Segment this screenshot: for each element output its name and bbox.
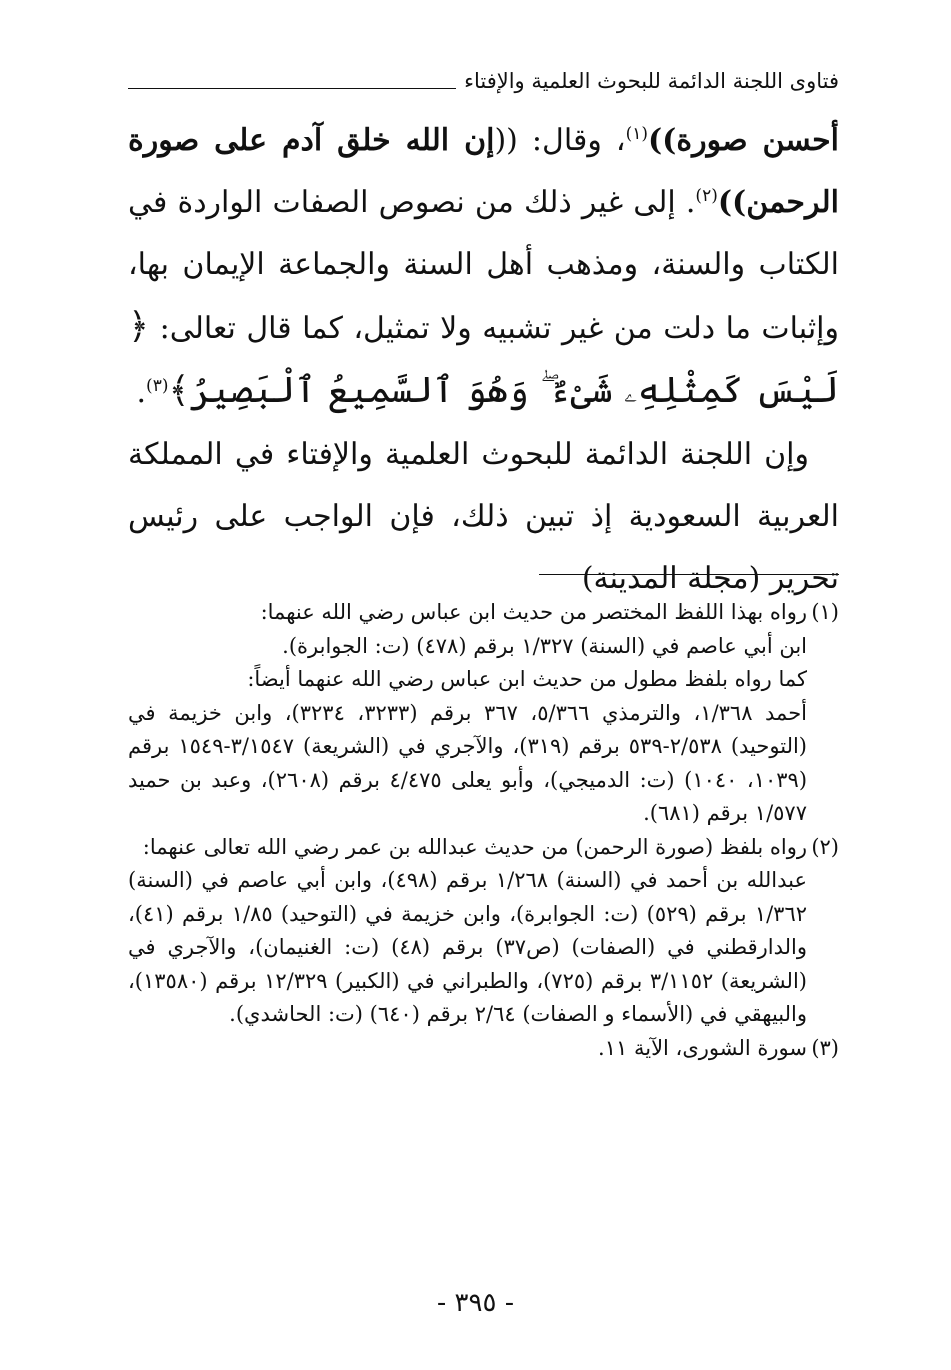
- bold-hadith-quote: إن الله خلق آدم على صورة الرحمن)): [128, 123, 839, 220]
- footnote-ref-2[interactable]: (٢): [695, 186, 718, 206]
- body-text: [128, 110, 839, 610]
- footnote-3: [128, 1032, 839, 1066]
- page-number: - ٣٩٥ -: [436, 1288, 515, 1318]
- footnote-marker-3: (٣): [811, 1035, 839, 1060]
- footnote-1-line-1: ابن أبي عاصم في (السنة) ١/٣٢٧ برقم (٤٧٨) (ت: الجوابرة).: [282, 633, 807, 658]
- footnote-marker-1: (١): [811, 600, 839, 624]
- text-mid-1: ، وقال: ((: [494, 123, 626, 158]
- footnote-3-text: سورة الشورى، الآية ١١.: [598, 1035, 807, 1060]
- quran-verse: ﴿ لَيْسَ كَمِثْلِهِۦ شَىْءٌ ۖ وَهُوَ ٱلسَّمِيعُ ٱلْبَصِيرُ﴾: [128, 306, 839, 411]
- footnote-ref-1[interactable]: (١): [625, 124, 648, 144]
- footnote-2: [128, 831, 839, 1032]
- footnote-1-line-2: كما رواه بلفظ مطول من حديث ابن عباس رضي الله عنهما أيضاً:: [247, 667, 807, 691]
- footnote-marker-2: (٢): [811, 834, 839, 859]
- header-rule: [128, 88, 456, 89]
- text-rest: . إلى غير ذلك من نصوص الصفات الواردة في الكتاب والسنة، ومذهب أهل السنة والجماعة الإيمان بها، وإثبات ما دلت من غير تشبيه ولا تمثيل، كما قال تعالى:: [128, 185, 839, 346]
- text-end: .: [136, 375, 147, 410]
- footnote-1-intro: رواه بهذا اللفظ المختصر من حديث ابن عباس رضي الله عنهما:: [260, 600, 807, 624]
- running-header: [128, 58, 839, 98]
- bold-phrase-1: أحسن صورة)): [647, 123, 839, 158]
- footnote-2-line-1: عبدالله بن أحمد في (السنة) ١/٢٦٨ برقم (٤٩٨)، وابن أبي عاصم في (السنة) ١/٣٦٢ برقم (٥٢٩) (ت: الجوابرة)، وابن خزيمة في (التوحيد) ١/٨٥ برقم (٤١)، والدارقطني في (الصفات) (ص٣٧) برقم (٤٨) (ت: الغنيمان)، والآجري في (الشريعة) ٣/١١٥٢ برقم (٧٢٥)، والطبراني في (الكبير) ١٢/٣٢٩ برقم (١٣٥٨٠)، والبيهقي في (الأسماء و الصفات) ٢/٦٤ برقم (٦٤٠) (ت: الحاشدي).: [128, 868, 808, 1026]
- footnote-separator: [539, 574, 839, 575]
- header-title: فتاوى اللجنة الدائمة للبحوث العلمية والإفتاء: [464, 69, 839, 93]
- footnote-2-intro: رواه بلفظ (صورة الرحمن) من حديث عبدالله بن عمر رضي الله تعالى عنهما:: [142, 834, 807, 859]
- footnotes: [128, 596, 839, 1065]
- paragraph-1: [128, 110, 839, 424]
- footnote-ref-3[interactable]: (٣): [146, 376, 169, 396]
- paragraph-2: وإن اللجنة الدائمة للبحوث العلمية والإفتاء في المملكة العربية السعودية إذ تبين ذلك، فإن الواجب على رئيس تحرير (مجلة المدينة): [128, 437, 839, 596]
- footnote-1: [128, 596, 839, 831]
- footnote-1-line-3: أحمد ١/٣٦٨، والترمذي ٥/٣٦٦، ٣٦٧ برقم (٣٢٣٣، ٣٢٣٤)، وابن خزيمة في (التوحيد) ٢/٥٣٨-٥٣٩ برقم (٣١٩)، والآجري في (الشريعة) ٣/١٥٤٧-١٥٤٩ برقم (١٠٣٩، ١٠٤٠) (ت: الدميجي)، وأبو يعلى ٤/٤٧٥ برقم (٢٦٠٨)، وعبد بن حميد ١/٥٧٧ برقم (٦٨١).: [128, 700, 808, 825]
